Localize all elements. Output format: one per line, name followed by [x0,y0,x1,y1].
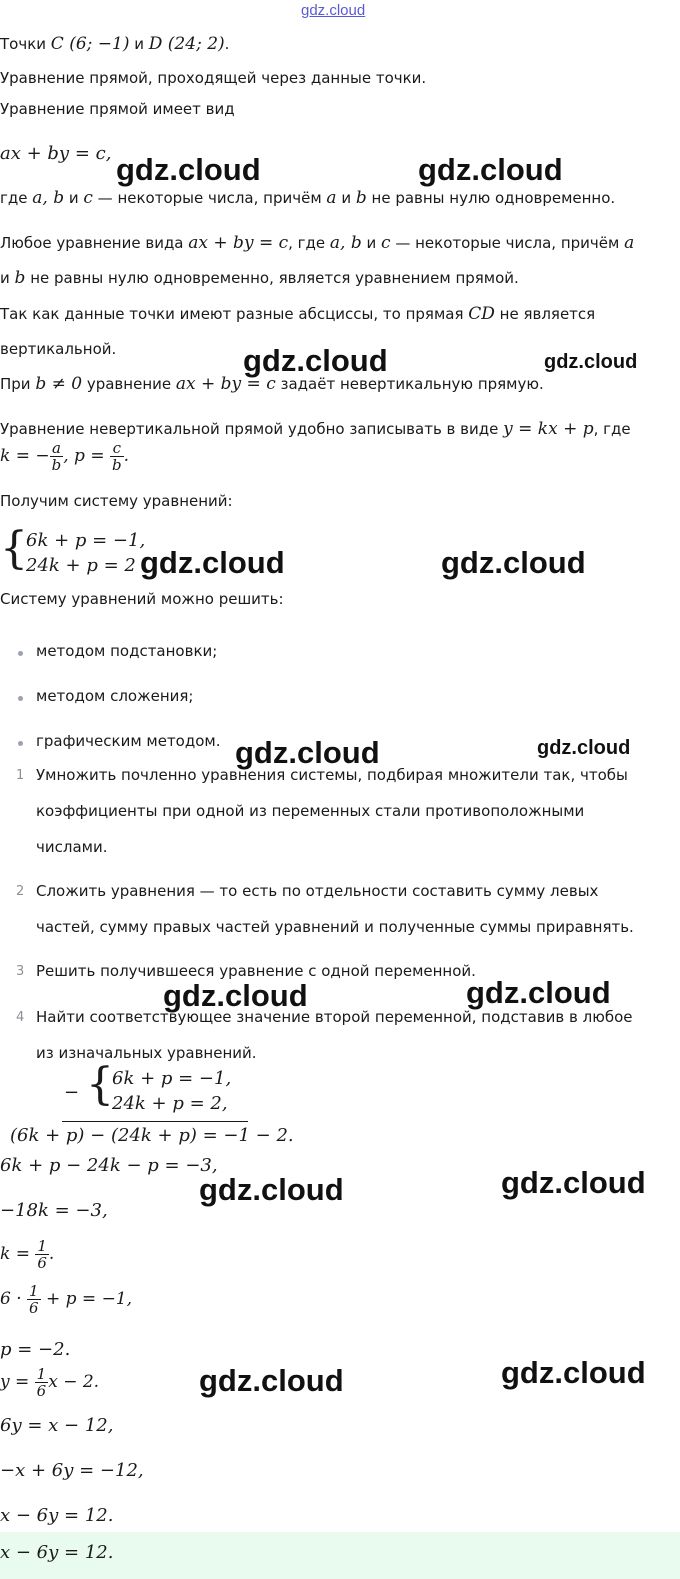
watermark: gdz.cloud [501,1355,646,1390]
any-equation-line-2 [0,268,519,288]
m3: c [381,233,391,253]
m4: b [355,188,367,208]
point-d: D (24; 2) [148,34,225,54]
system-row-2: 24k + p = 2 [26,555,136,576]
fraction-c-b [110,440,124,473]
end: . [48,1244,55,1264]
t1: Уравнение невертикальной прямой удобно записывать в виде [0,420,504,438]
general-equation: ax + by = c, [0,143,112,164]
m2: c [83,188,93,208]
step-line: Умножить почленно уравнения системы, подбирая множители так, чтобы [36,766,628,784]
den: 6 [37,1254,47,1272]
form-intro: Уравнение прямой имеет вид [0,100,235,118]
step-number: 1 [16,768,25,783]
fraction [35,1366,49,1399]
t1: При [0,375,36,393]
watermark: gdz.cloud [235,735,380,770]
watermark: gdz.cloud [466,975,611,1010]
point-c: C (6; −1) [50,34,130,54]
t1: Так как данные точки имеют разные абсциссы, то прямая [0,305,469,323]
subtraction-line [62,1121,248,1122]
calc-line: −18k = −3, [0,1200,108,1221]
end: + p = −1, [40,1289,133,1309]
watermark: gdz.cloud [418,152,563,187]
slope-form-line [0,419,631,439]
method-item: графическим методом. [36,732,221,750]
step-line: Решить получившееся уравнение с одной переменной. [36,962,476,980]
system-intro: Получим систему уравнений: [0,492,233,510]
calc-line: x − 6y = 12. [0,1505,114,1526]
m4: a [624,233,635,253]
t2: и [64,189,84,207]
end: x − 2. [48,1372,100,1392]
system-row-1: 6k + p = −1, [26,530,146,551]
k-eq: k = [0,1244,36,1264]
calc-line: 6y = x − 12, [0,1415,114,1436]
step-number: 3 [16,964,25,979]
m2: ax + by = c [175,374,276,394]
t3: и [361,234,382,252]
system2-row-1: 6k + p = −1, [112,1068,232,1089]
watermark: gdz.cloud [199,1363,344,1398]
watermark: gdz.cloud [537,737,631,759]
end: . [123,446,129,466]
final-answer: x − 6y = 12. [0,1542,114,1563]
method-item: методом подстановки; [36,642,218,660]
watermark: gdz.cloud [501,1165,646,1200]
num: 1 [36,1365,47,1383]
m1: b [14,268,26,288]
fraction [35,1238,49,1271]
watermark: gdz.cloud [140,545,285,580]
watermark: gdz.cloud [199,1172,344,1207]
bullet-icon [18,741,23,746]
step-number: 4 [16,1010,25,1025]
calc-line: −x + 6y = −12, [0,1460,144,1481]
t4: и [336,189,356,207]
step-line: Сложить уравнения — то есть по отдельности составить сумму левых [36,882,599,900]
fraction-a-b [50,440,64,473]
num: 1 [29,1282,39,1300]
t1: где [0,189,33,207]
num: c [110,440,124,457]
pre: y = [0,1372,35,1392]
any-equation-line [0,233,634,253]
calc-y-form [0,1366,99,1399]
t2: , где [593,420,631,438]
heading-line: Уравнение прямой, проходящей через данные точки. [0,69,427,87]
num: 1 [37,1237,47,1255]
calc-line: p = −2. [0,1339,71,1360]
pre: 6 · [0,1289,28,1309]
m3: a [326,188,337,208]
t2: , где [288,234,330,252]
condition-line [0,188,615,208]
methods-intro: Систему уравнений можно решить: [0,590,284,608]
t3: задаёт невертикальную прямую. [275,375,544,393]
vertical-line: вертикальной. [0,340,117,358]
system-brace: { [86,1059,114,1110]
and-text: и [129,35,149,53]
p-eq: , p = [63,446,110,466]
bullet-icon [18,696,23,701]
step-line: из изначальных уравнений. [36,1044,257,1062]
m1: b ≠ 0 [35,374,83,394]
t2: не является [494,305,596,323]
watermark: gdz.cloud [163,978,308,1013]
calc-substitute [0,1283,132,1316]
m1: ax + by = c [188,233,289,253]
den: b [51,456,62,474]
step-line: числами. [36,838,108,856]
t0: и [0,269,15,287]
m1: y = kx + p [503,419,594,439]
points-line [0,34,229,54]
t1: не равны нулю одновременно, является уравнением прямой. [25,269,519,287]
header-watermark: gdz.cloud [301,2,366,19]
abscissa-line [0,304,595,324]
t3: — некоторые числа, причём [92,189,327,207]
k-p-definitions [0,440,129,473]
bullet-icon [18,651,23,656]
watermark: gdz.cloud [441,545,586,580]
watermark: gdz.cloud [243,343,388,378]
fraction [27,1283,41,1316]
step-line: Найти соответствующее значение второй переменной, подставив в любое [36,1008,633,1026]
step-line: частей, сумму правых частей уравнений и полученные суммы приравнять. [36,918,634,936]
step-number: 2 [16,884,25,899]
t5: не равны нулю одновременно. [366,189,616,207]
den: 6 [36,1382,47,1400]
step-line: коэффициенты при одной из переменных стали противоположными [36,802,585,820]
period: . [224,35,230,53]
t1: Любое уравнение вида [0,234,189,252]
points-text: Точки [0,35,51,53]
den: b [111,456,122,474]
system-brace: { [0,523,28,574]
num: a [50,440,64,457]
t4: — некоторые числа, причём [390,234,625,252]
watermark: gdz.cloud [544,351,638,373]
calc-line: 6k + p − 24k − p = −3, [0,1155,218,1176]
method-item: методом сложения; [36,687,194,705]
t2: уравнение [82,375,176,393]
m2: a, b [329,233,362,253]
m1: a, b [32,188,65,208]
calc-k-value [0,1238,54,1271]
watermark: gdz.cloud [116,152,261,187]
calc-line: (6k + p) − (24k + p) = −1 − 2. [10,1125,294,1146]
minus-sign: − [64,1082,80,1103]
den: 6 [29,1299,39,1317]
system2-row-2: 24k + p = 2, [112,1093,228,1114]
m1: CD [468,304,495,324]
k-eq: k = − [0,446,50,466]
